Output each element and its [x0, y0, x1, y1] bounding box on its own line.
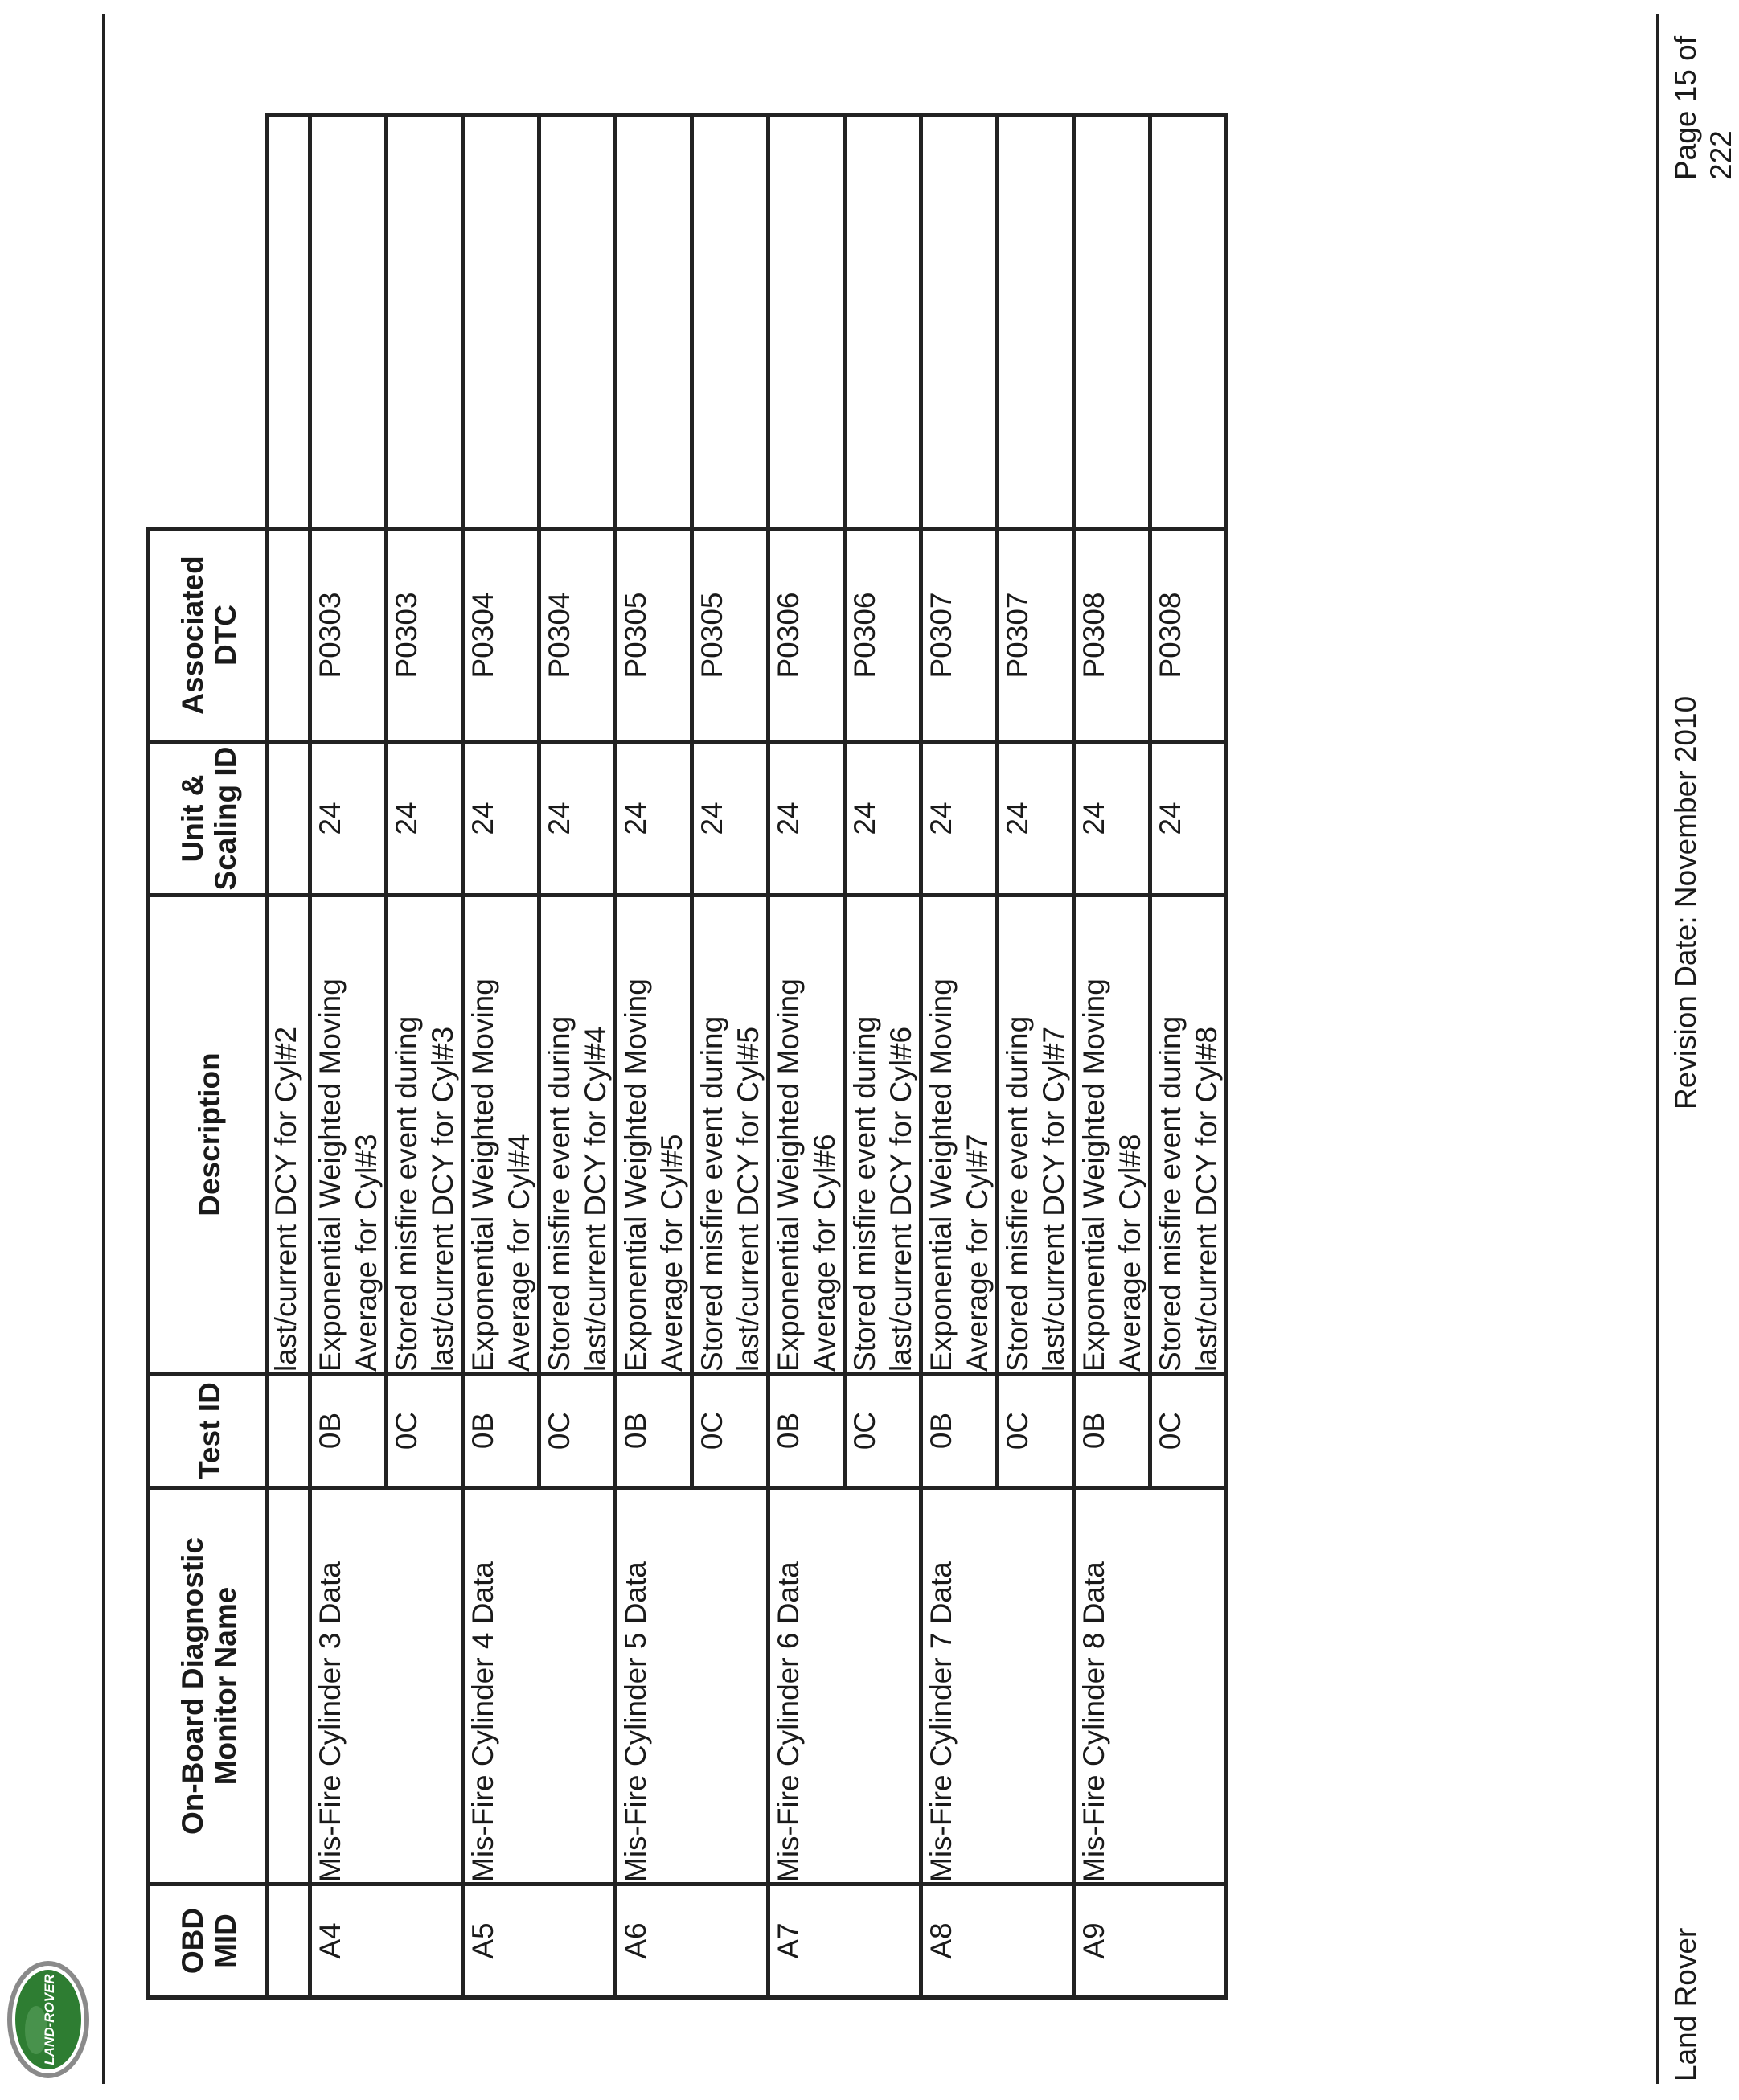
description: Exponential Weighted Moving Average for Cyl#4: [463, 896, 539, 1374]
unit-scaling-id: 24: [310, 742, 387, 896]
monitor-name: Mis-Fire Cylinder 3 Data: [310, 1488, 387, 1885]
associated-dtc: P0308: [1074, 529, 1150, 742]
unit-scaling-id: 24: [387, 742, 463, 896]
monitor-name: Mis-Fire Cylinder 6 Data: [769, 1488, 845, 1885]
table-row: [998, 115, 1074, 1998]
unit-scaling-id: 24: [998, 742, 1074, 896]
description: Exponential Weighted Moving Average for Cyl#6: [769, 896, 845, 1374]
test-id: 0B: [921, 1374, 998, 1488]
test-id: 0C: [387, 1374, 463, 1488]
monitor-name: Mis-Fire Cylinder 4 Data: [463, 1488, 539, 1885]
obd-monitor-table: [146, 113, 1228, 2000]
unit-scaling-id: 24: [539, 742, 616, 896]
unit-scaling-id: 24: [692, 742, 769, 896]
obd-mid: A7: [769, 1885, 845, 1998]
test-id: 0B: [463, 1374, 539, 1488]
footer-rule: [1656, 14, 1659, 2084]
unit-scaling-id: 24: [845, 742, 921, 896]
description: Stored misfire event during last/current DCY for Cyl#3: [387, 896, 463, 1374]
header-rule: [102, 14, 105, 2084]
unit-scaling-id: 24: [616, 742, 692, 896]
test-id: 0C: [539, 1374, 616, 1488]
associated-dtc: P0307: [998, 529, 1074, 742]
description: Exponential Weighted Moving Average for Cyl#7: [921, 896, 998, 1374]
header-associated-dtc: Associated DTC: [149, 529, 267, 742]
test-id: 0B: [1074, 1374, 1150, 1488]
test-id: 0C: [692, 1374, 769, 1488]
footer-page-number: Page 15 of 222: [1669, 36, 1737, 180]
header-monitor-name: On-Board Diagnostic Monitor Name: [149, 1488, 267, 1885]
obd-mid: A5: [463, 1885, 539, 1998]
header-description: Description: [149, 896, 267, 1374]
description: Stored misfire event during last/current DCY for Cyl#5: [692, 896, 769, 1374]
table-row: [616, 115, 692, 1998]
continuation-text: last/current DCY for Cyl#2: [267, 896, 310, 1374]
associated-dtc: P0307: [921, 529, 998, 742]
table-row: [310, 115, 387, 1998]
unit-scaling-id: 24: [1074, 742, 1150, 896]
header-obd-mid: OBD MID: [149, 1885, 267, 1998]
obd-mid: A4: [310, 1885, 387, 1998]
obd-mid: A6: [616, 1885, 692, 1998]
associated-dtc: P0308: [1150, 529, 1227, 742]
description: Stored misfire event during last/current DCY for Cyl#7: [998, 896, 1074, 1374]
associated-dtc: P0305: [692, 529, 769, 742]
unit-scaling-id: 24: [769, 742, 845, 896]
header-test-id: Test ID: [149, 1374, 267, 1488]
unit-scaling-id: 24: [1150, 742, 1227, 896]
test-id: 0B: [769, 1374, 845, 1488]
table-row: [921, 115, 998, 1998]
test-id: 0C: [1150, 1374, 1227, 1488]
test-id: 0C: [998, 1374, 1074, 1488]
logo-text: LAND-ROVER: [42, 1974, 57, 2065]
table-row-continuation: [267, 115, 310, 1998]
monitor-name: Mis-Fire Cylinder 8 Data: [1074, 1488, 1150, 1885]
associated-dtc: P0303: [310, 529, 387, 742]
associated-dtc: P0304: [539, 529, 616, 742]
description: Stored misfire event during last/current DCY for Cyl#6: [845, 896, 921, 1374]
associated-dtc: P0306: [845, 529, 921, 742]
associated-dtc: P0306: [769, 529, 845, 742]
test-id: 0B: [310, 1374, 387, 1488]
monitor-name: Mis-Fire Cylinder 5 Data: [616, 1488, 692, 1885]
footer-company: Land Rover: [1669, 1927, 1702, 2082]
table-row: [845, 115, 921, 1998]
description: Exponential Weighted Moving Average for Cyl#3: [310, 896, 387, 1374]
table-header-row: [149, 115, 267, 1998]
header-unit-scaling-id: Unit & Scaling ID: [149, 742, 267, 896]
table-row: [692, 115, 769, 1998]
description: Exponential Weighted Moving Average for Cyl#5: [616, 896, 692, 1374]
associated-dtc: P0303: [387, 529, 463, 742]
description: Stored misfire event during last/current DCY for Cyl#8: [1150, 896, 1227, 1374]
table-row: [463, 115, 539, 1998]
table-row: [539, 115, 616, 1998]
table-row: [1074, 115, 1150, 1998]
table-row: [769, 115, 845, 1998]
unit-scaling-id: 24: [921, 742, 998, 896]
table-row: [387, 115, 463, 1998]
test-id: 0C: [845, 1374, 921, 1488]
associated-dtc: P0305: [616, 529, 692, 742]
obd-mid: A8: [921, 1885, 998, 1998]
monitor-name: Mis-Fire Cylinder 7 Data: [921, 1488, 998, 1885]
test-id: 0B: [616, 1374, 692, 1488]
footer-revision-date: Revision Date: November 2010: [1669, 695, 1702, 1109]
land-rover-logo: [4, 1959, 92, 2080]
description: Exponential Weighted Moving Average for Cyl#8: [1074, 896, 1150, 1374]
associated-dtc: P0304: [463, 529, 539, 742]
description: Stored misfire event during last/current DCY for Cyl#4: [539, 896, 616, 1374]
unit-scaling-id: 24: [463, 742, 539, 896]
table-row: [1150, 115, 1227, 1998]
obd-mid: A9: [1074, 1885, 1150, 1998]
